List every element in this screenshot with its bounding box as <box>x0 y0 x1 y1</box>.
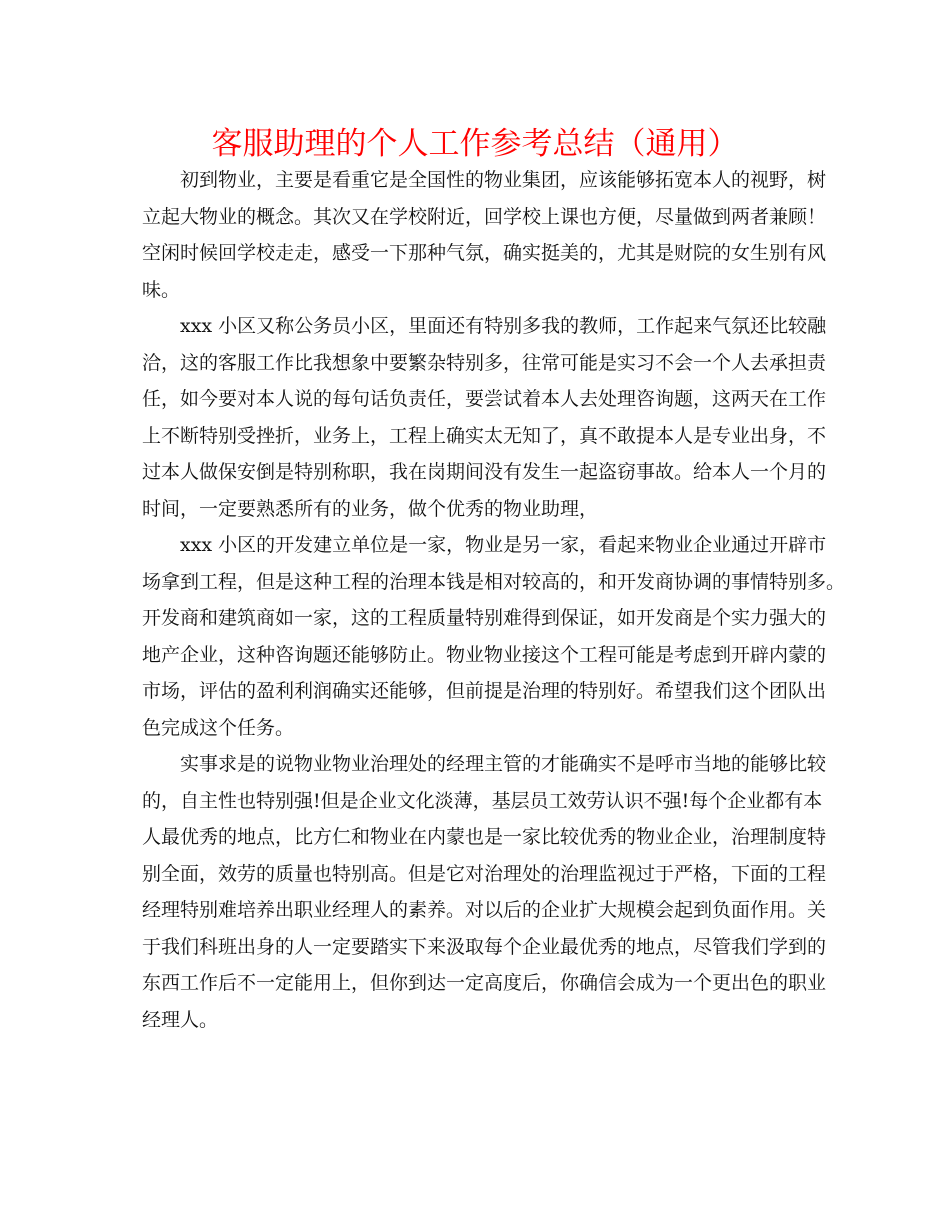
text-line: 味。 <box>142 278 181 301</box>
paragraph <box>142 527 846 746</box>
text-line: 市场，评估的盈利利润确实还能够，但前提是治理的特别好。希望我们这个团队出 <box>142 680 827 702</box>
text-line: 于我们科班出身的人一定要踏实下来汲取每个企业最优秀的地点，尽管我们学到的 <box>142 935 827 958</box>
text-line: xxx 小区又称公务员小区，里面还有特别多我的教师，工作起来气氛还比较融 <box>180 315 827 337</box>
text-line: 初到物业，主要是看重它是全国性的物业集团，应该能够拓宽本人的视野，树 <box>180 169 827 191</box>
document-body <box>142 162 846 1038</box>
text-line: 的，自主性也特别强!但是企业文化淡薄，基层员工效劳认识不强!每个企业都有本 <box>142 789 823 812</box>
paragraph <box>142 746 827 1038</box>
paragraph <box>142 308 827 527</box>
text-line: 东西工作后不一定能用上，但你到达一定高度后，你确信会成为一个更出色的职业 <box>142 972 827 994</box>
text-line: 地产企业，这种咨询题还能够防止。物业物业接这个工程可能是考虑到开辟内蒙的 <box>142 643 827 666</box>
text-line: 经理特别难培养出职业经理人的素养。对以后的企业扩大规模会起到负面作用。关 <box>142 899 827 921</box>
text-line: 人最优秀的地点，比方仁和物业在内蒙也是一家比较优秀的物业企业，治理制度特 <box>142 826 827 848</box>
text-line: 时间，一定要熟悉所有的业务，做个优秀的物业助理， <box>142 497 599 520</box>
text-line: 洽，这的客服工作比我想象中要繁杂特别多，往常可能是实习不会一个人去承担责 <box>142 351 827 374</box>
text-line: 色完成这个任务。 <box>142 716 295 739</box>
text-line: 别全面，效劳的质量也特别高。但是它对治理处的治理监视过于严格，下面的工程 <box>142 862 827 885</box>
text-line: 场拿到工程，但是这种工程的治理本钱是相对较高的，和开发商协调的事情特别多。 <box>142 570 846 593</box>
text-line: 立起大物业的概念。其次又在学校附近，回学校上课也方便，尽量做到两者兼顾！ <box>142 205 827 228</box>
text-line: xxx 小区的开发建立单位是一家，物业是另一家，看起来物业企业通过开辟市 <box>180 534 827 556</box>
text-line: 过本人做保安倒是特别称职，我在岗期间没有发生一起盗窃事故。给本人一个月的 <box>142 461 827 483</box>
text-line: 上不断特别受挫折，业务上，工程上确实太无知了，真不敢提本人是专业出身，不 <box>142 424 827 447</box>
paragraph <box>142 162 827 308</box>
document-title: 客服助理的个人工作参考总结（通用） <box>211 126 739 162</box>
text-line: 经理人。 <box>142 1008 219 1031</box>
text-line: 任，如今要对本人说的每句话负责任，要尝试着本人去处理咨询题，这两天在工作 <box>142 388 827 410</box>
text-line: 开发商和建筑商如一家，这的工程质量特别难得到保证，如开发商是个实力强大的 <box>142 607 827 629</box>
text-line: 实事求是的说物业物业治理处的经理主管的才能确实不是呼市当地的能够比较 <box>180 753 827 775</box>
text-line: 空闲时候回学校走走，感受一下那种气氛，确实挺美的，尤其是财院的女生别有风 <box>142 242 827 264</box>
